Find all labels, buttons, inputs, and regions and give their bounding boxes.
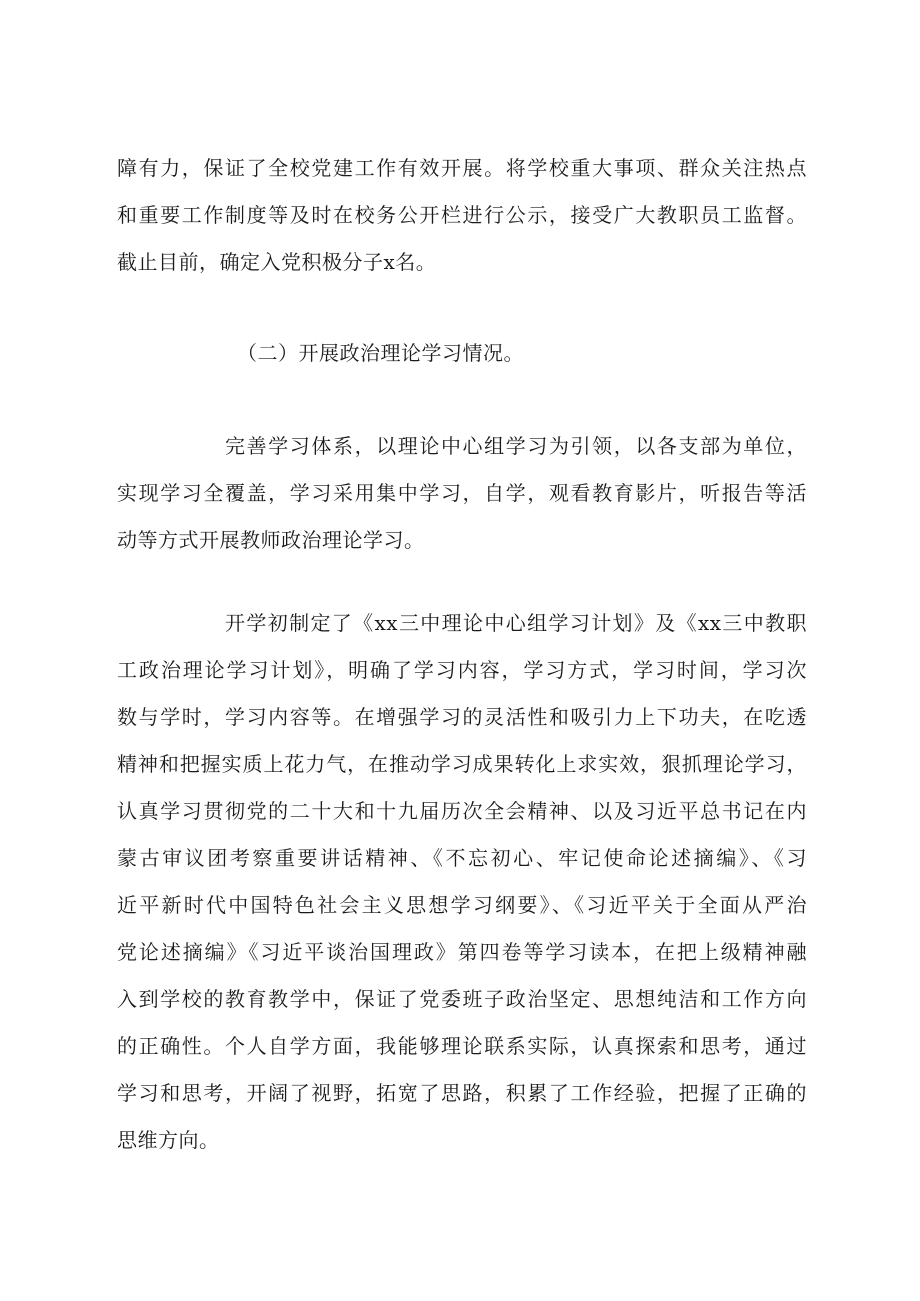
paragraph-study-plan [117,600,807,1164]
text-line: 近平新时代中国特色社会主义思想学习纲要》、《习近平关于全面从严治 [117,893,807,917]
text-line: 开学初制定了《xx三中理论中心组学习计划》及《xx三中教职 [225,611,807,635]
text-line: 的正确性。个人自学方面，我能够理论联系实际，认真探索和思考，通过 [117,1034,807,1058]
section-heading: （二）开展政治理论学习情况。 [237,341,524,365]
text-line: 学习和思考，开阔了视野，拓宽了思路，积累了工作经验，把握了正确的 [117,1081,807,1105]
text-line: 完善学习体系，以理论中心组学习为引领，以各支部为单位， [225,434,807,458]
text-line: 截止目前，确定入党积极分子x名。 [117,250,437,274]
text-line: 数与学时，学习内容等。在增强学习的灵活性和吸引力上下功夫，在吃透 [117,705,807,729]
text-line: 蒙古审议团考察重要讲话精神、《不忘初心、牢记使命论述摘编》、《习 [117,846,807,870]
text-line: 入到学校的教育教学中，保证了党委班子政治坚定、思想纯洁和工作方向 [117,987,807,1011]
text-line: 党论述摘编》《习近平谈治国理政》第四卷等学习读本，在把上级精神融 [117,940,807,964]
text-line: 精神和把握实质上花力气，在推动学习成果转化上求实效，狠抓理论学习， [117,752,807,776]
text-line: 认真学习贯彻党的二十大和十九届历次全会精神、以及习近平总书记在内 [117,799,807,823]
text-line: 障有力，保证了全校党建工作有效开展。将学校重大事项、群众关注热点 [117,156,807,180]
text-line: 思维方向。 [117,1128,220,1152]
paragraph-party-building [117,145,807,286]
paragraph-study-system [117,423,807,564]
text-line: 和重要工作制度等及时在校务公开栏进行公示，接受广大教职员工监督。 [117,203,807,227]
text-line: 动等方式开展教师政治理论学习。 [117,528,425,552]
text-line: 工政治理论学习计划》，明确了学习内容，学习方式，学习时间，学习次 [117,658,807,682]
text-line: 实现学习全覆盖，学习采用集中学习，自学，观看教育影片，听报告等活 [117,481,807,505]
